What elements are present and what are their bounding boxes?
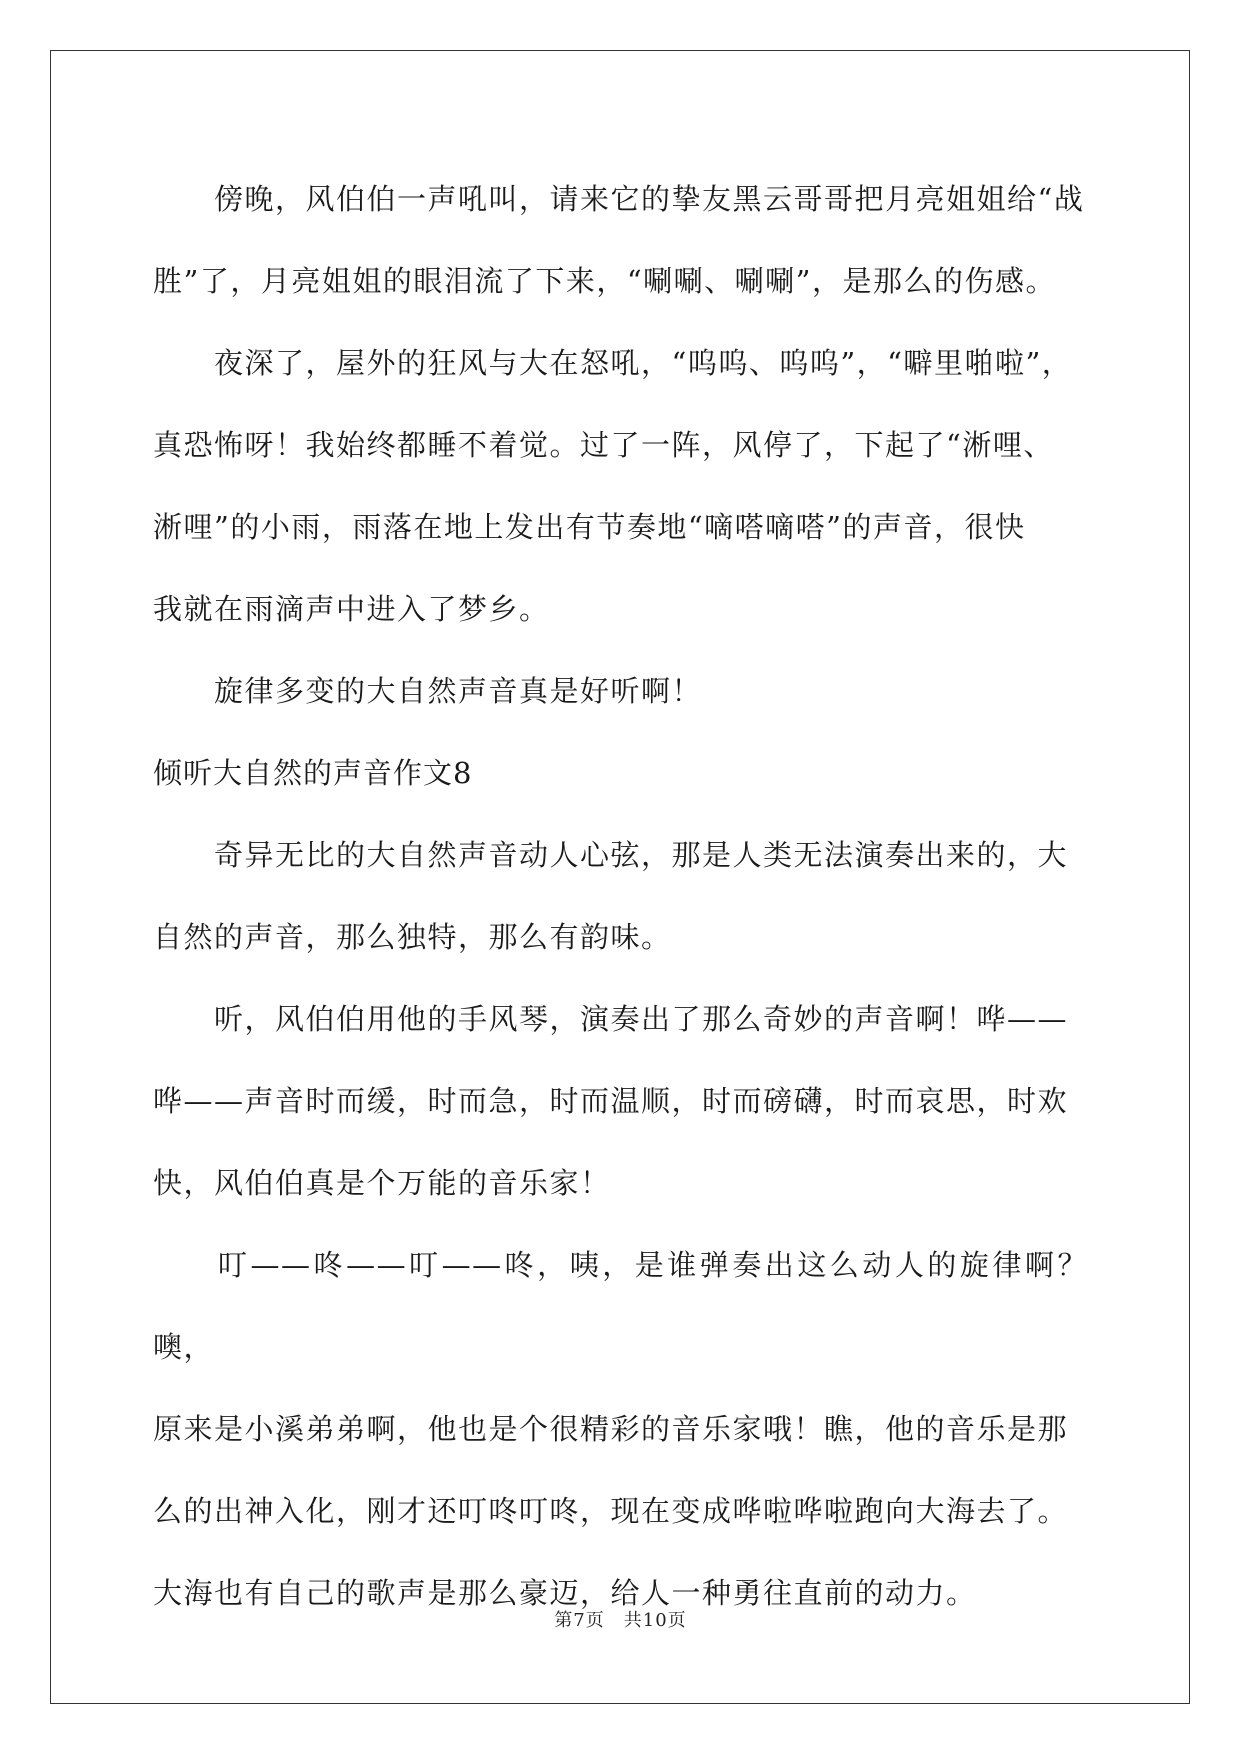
text-line: 大海也有自己的歌声是那么豪迈，给人一种勇往直前的动力。 [153, 1576, 977, 1610]
text-line: 自然的声音，那么独特，那么有韵味。 [153, 920, 672, 954]
document-body [153, 158, 1088, 1634]
text-line: 傍晚，风伯伯一声吼叫，请来它的挚友黑云哥哥把月亮姐姐给“战 [153, 182, 1085, 216]
text-line: 胜”了，月亮姐姐的眼泪流了下来，“唰唰、唰唰”，是那么的伤感。 [153, 264, 1056, 298]
text-line: 淅哩”的小雨，雨落在地上发出有节奏地“嘀嗒嘀嗒”的声音，很快 [153, 510, 1026, 544]
text-line: 原来是小溪弟弟啊，他也是个很精彩的音乐家哦！瞧，他的音乐是那 [153, 1412, 1069, 1446]
text-line: 奇异无比的大自然声音动人心弦，那是人类无法演奏出来的，大 [153, 838, 1069, 872]
section-heading: 倾听大自然的声音作文8 [153, 756, 473, 790]
text-line: 真恐怖呀！我始终都睡不着觉。过了一阵，风停了，下起了“淅哩、 [153, 428, 1054, 462]
text-line: 哗——声音时而缓，时而急，时而温顺，时而磅礴，时而哀思，时欢 [153, 1084, 1069, 1118]
text-line: 听，风伯伯用他的手风琴，演奏出了那么奇妙的声音啊！哗—— [153, 1002, 1069, 1036]
text-line: 叮——咚——叮——咚，咦，是谁弹奏出这么动人的旋律啊？噢， [153, 1248, 1088, 1364]
text-line: 我就在雨滴声中进入了梦乡。 [153, 592, 550, 626]
text-line: 快，风伯伯真是个万能的音乐家！ [153, 1166, 611, 1200]
text-line: 旋律多变的大自然声音真是好听啊！ [153, 674, 703, 708]
text-line: 夜深了，屋外的狂风与大在怒吼，“呜呜、呜呜”，“噼里啪啦”， [153, 346, 1073, 380]
text-line: 么的出神入化，刚才还叮咚叮咚，现在变成哗啦哗啦跑向大海去了。 [153, 1494, 1069, 1528]
page-number-footer: 第7页 共10页 [554, 1610, 687, 1631]
